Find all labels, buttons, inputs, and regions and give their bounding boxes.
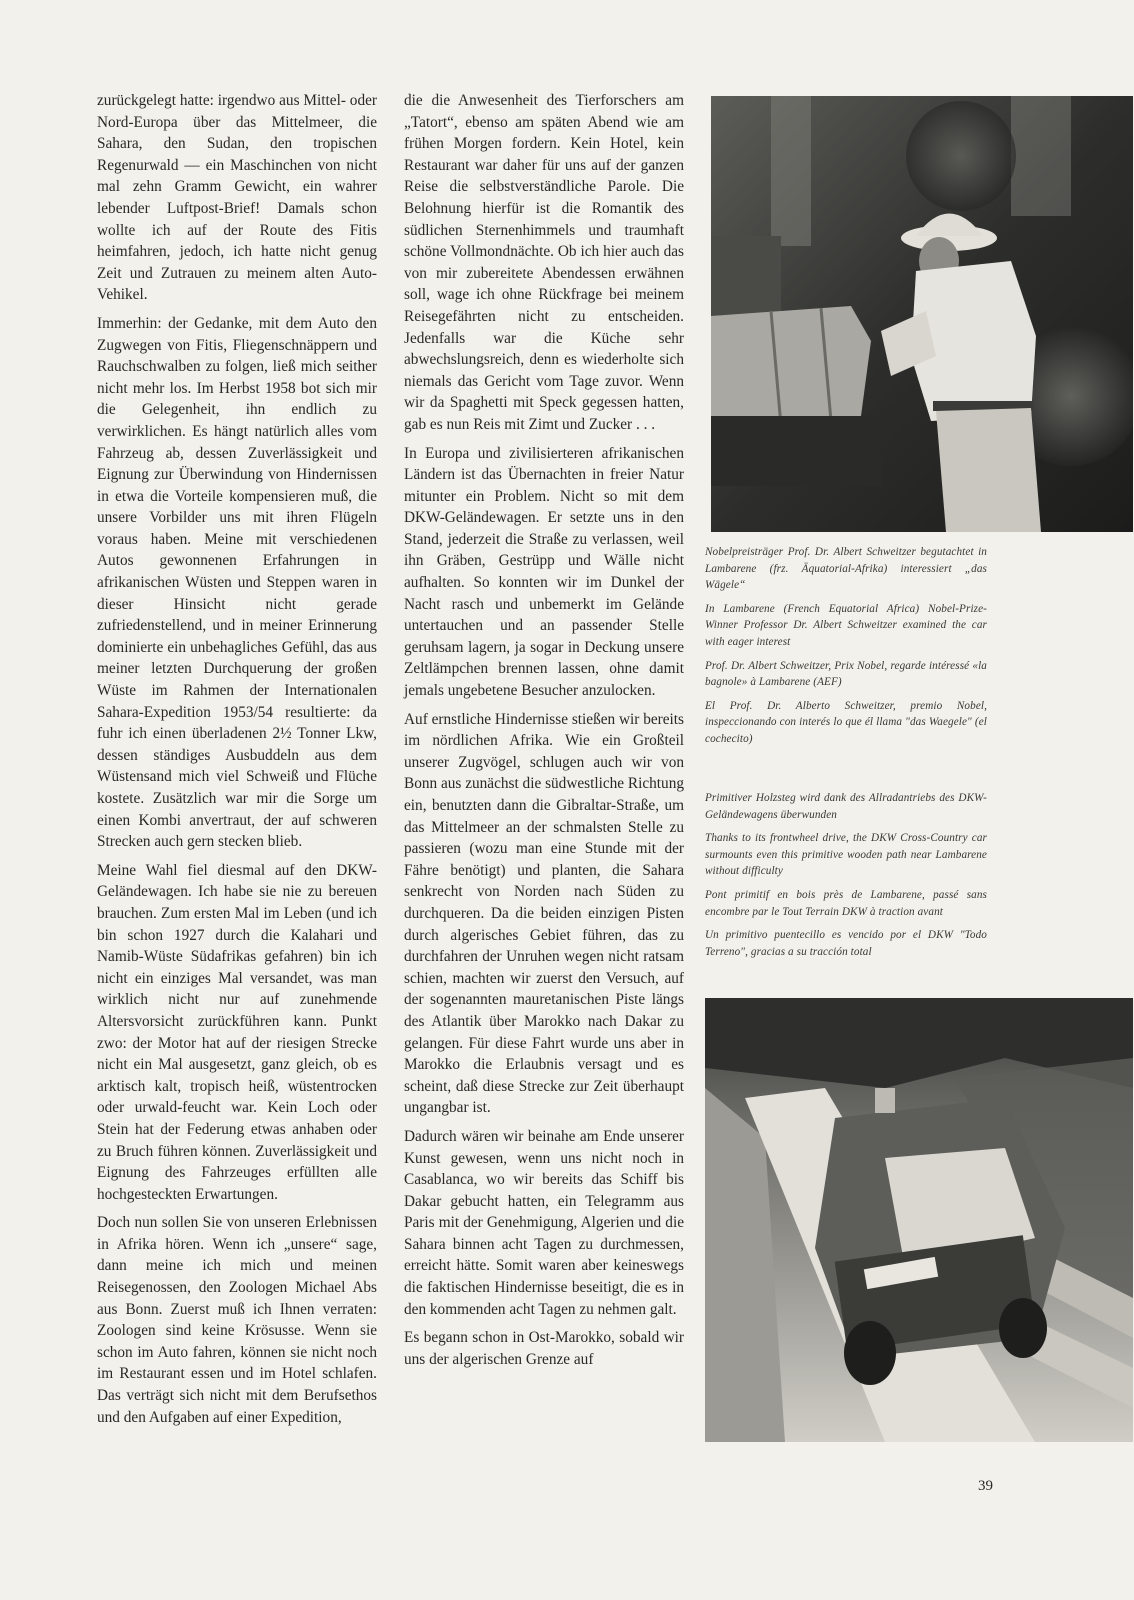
- page-number: 39: [978, 1478, 993, 1494]
- paragraph: Meine Wahl fiel diesmal auf den DKW-Geländewagen. Ich habe sie nie zu bereuen brauchen. Zum ersten Mal im Leben (und ich bin schon 1927 durch die Kalahari und Namib-Wüste Südafrikas gefahren) bin ich nicht ein einziges Mal versandet, was man wirklich nicht nur auf zunehmende Altersvorsicht zurückführen kann. Punkt zwo: der Motor hat auf der riesigen Strecke nicht ein Mal ausgesetzt, ganz gleich, ob es arktisch kalt, tropisch heiß, wüstentrocken oder urwald-feucht war. Kein Loch oder Stein hat der Federung etwas anhaben oder zu Bruch führen können. Zuverlässigkeit und Eignung des Fahrzeuges erfüllten alle hochgesteckten Erwartungen.: [97, 861, 377, 1203]
- paragraph: Doch nun sollen Sie von unseren Erlebnissen in Afrika hören. Wenn ich „unsere“ sage, dann meine ich mich und meinen Reisegenossen, den Zoologen Michael Abs aus Bonn. Zuerst muß ich Ihnen verraten: Zoologen sind keine Krösusse. Wenn sie schon im Auto fahren, können sie nicht noch im Restaurant essen und im Hotel schlafen. Das verträgt sich nicht mit dem Berufsethos und den Aufgaben auf einer Expedition,: [97, 1214, 377, 1426]
- photo-dkw-wooden-path: [705, 998, 1133, 1442]
- caption-english: Thanks to its frontwheel drive, the DKW Cross-Country car surmounts even this primitive wooden path near Lambarene without difficulty: [705, 832, 987, 878]
- paragraph: Immerhin: der Gedanke, mit dem Auto den Zugwegen von Fitis, Fliegenschnäppern und Rauchschwalben zu folgen, ließ mich seither nicht mehr los. Im Herbst 1958 bot sich mir die Gelegenheit, ihn endlich zu verwirklichen. Es hängt natürlich alles vom Fahrzeug ab, dessen Zuverlässigkeit und Eignung zur Überwindung von Hindernissen in etwa die Vorteile kompensieren muß, die unsere Vorbilder uns mit ihren Flügeln voraus haben. Meine mit verschiedenen Autos gewonnenen Erfahrungen in afrikanischen Wüsten und Steppen waren in dieser Hinsicht nicht gerade zufriedenstellend, und in meiner Erinnerung dominierte ein unbehagliches Gefühl, das aus meiner letzten Durchquerung der großen Wüste im Rahmen der Internationalen Sahara-Expedition 1953/54 resultierte: da fuhr ich einen überladenen 2½ Tonner Lkw, dessen ständiges Ausbuddeln aus dem Wüstensand mich viel Schweiß und Flüche kostete. Zusätzlich war mir die Sorge um einen Kombi anvertraut, der auf schweren Strecken auch gern stecken blieb.: [97, 314, 377, 851]
- caption-french: Prof. Dr. Albert Schweitzer, Prix Nobel, regarde intéressé «la bagnole» à Lambarene (AEF): [705, 659, 987, 689]
- text-column-2: [404, 90, 684, 1377]
- photo-caption-2: [705, 790, 987, 967]
- paragraph: Auf ernstliche Hindernisse stießen wir bereits im nördlichen Afrika. Wie ein Großteil unserer Zugvögel, schlugen auch wir von Bonn aus zunächst die südwestliche Richtung ein, benutzten dann die Gibraltar-Straße, um das Mittelmeer an der schmalsten Stelle zu passieren (wozu man eine Stunde mit der Fähre benötigt) und planten, die Sahara senkrecht von Norden nach Süden zu durchqueren. Da die beiden einzigen Pisten durch algerisches Gebiet führen, das zu durchfahren der Unruhen wegen nicht ratsam schien, machten wir zuerst den Versuch, auf der sogenannten mauretanischen Piste längs des Atlantik über Marokko nach Dakar zu gelangen. Für diese Fahrt wurde uns aber in Marokko die Erlaubnis versagt und es scheint, daß diese Strecke zur Zeit überhaupt ungangbar ist.: [404, 710, 684, 1117]
- paragraph: zurückgelegt hatte: irgendwo aus Mittel- oder Nord-Europa über das Mittelmeer, die Sahara, den Sudan, den tropischen Regenurwald — ein Maschinchen von nicht mal zehn Gramm Gewicht, ein wahrer lebender Luftpost-Brief! Damals schon wollte ich auf der Route des Fitis heimfahren, jedoch, ich hatte nicht genug Zeit und Zutrauen zu meinem alten Auto-Vehikel.: [97, 92, 377, 304]
- photo-dkw-illustration: [705, 998, 1133, 1442]
- caption-spanish: Un primitivo puentecillo es vencido por el DKW "Todo Terreno", gracias a su tracción total: [705, 929, 987, 958]
- paragraph: Dadurch wären wir beinahe am Ende unserer Kunst gewesen, wenn uns nicht noch in Casablanca, wo wir bereits das Schiff bis Dakar gebucht hatten, ein Telegramm aus Paris mit der Genehmigung, Algerien und die Sahara binnen acht Tagen zu durchmessen, erreicht hätte. Somit waren aber keineswegs die faktischen Hindernisse beseitigt, die es in den kommenden acht Tagen zu nehmen galt.: [404, 1127, 684, 1318]
- caption-french: Pont primitif en bois près de Lambarene, passé sans encombre par le Tout Terrain DKW à traction avant: [705, 888, 987, 918]
- paragraph: Es begann schon in Ost-Marokko, sobald wir uns der algerischen Grenze auf: [404, 1329, 684, 1368]
- photo-schweitzer-illustration: [711, 96, 1133, 532]
- paragraph: die die Anwesenheit des Tierforschers am „Tatort“, ebenso am späten Abend wie am frühen Morgen fordern. Kein Hotel, kein Restaurant war daher für uns auf der ganzen Reise die selbstverständliche Parole. Die Belohnung hierfür ist die Romantik des südlichen Sternenhimmels und traumhaft schöne Vollmondnächte. Ob ich hier auch das von mir zubereitete Abendessen erwähnen soll, wage ich ohne Rückfrage bei meinem Reisegefährten nicht zu entscheiden. Jedenfalls war die Küche sehr abwechslungsreich, denn es wiederholte sich niemals das Gericht vom Tage zuvor. Wenn wir da Spaghetti mit Speck gegessen hatten, gab es nun Reis mit Zimt und Zucker . . .: [404, 92, 684, 433]
- paragraph: In Europa und zivilisierteren afrikanischen Ländern ist das Übernachten in freier Natur mitunter ein Problem. Nicht so mit dem DKW-Geländewagen. Er setzte uns in den Stand, jederzeit die Straße zu verlassen, weil ihn Gräben, Gestrüpp und Wälle nicht aufhalten. So konnten wir im Dunkel der Nacht rasch und unbemerkt im Gelände untertauchen und an passender Stelle geruhsam lagern, ja sogar in Deckung unsere Zeltlämpchen brennen lassen, ohne damit jemals ungebetene Besucher anzulocken.: [404, 444, 684, 700]
- caption-german: Primitiver Holzsteg wird dank des Allradantriebs des DKW-Geländewagens überwunden: [705, 792, 987, 821]
- photo-caption-1: [705, 544, 987, 755]
- caption-german: Nobelpreisträger Prof. Dr. Albert Schweitzer begutachtet in Lambarene (frz. Äquatorial-Afrika) interessiert „das Wägele“: [705, 546, 987, 592]
- caption-spanish: El Prof. Dr. Alberto Schweitzer, premio Nobel, inspeccionando con interés lo que él llama "das Waegele" (el cochecito): [705, 699, 987, 745]
- photo-schweitzer-inspecting-car: [711, 96, 1133, 532]
- text-column-1: [97, 90, 377, 1435]
- caption-english: In Lambarene (French Equatorial Africa) Nobel-Prize-Winner Professor Dr. Albert Schweitzer examined the car with eager interest: [705, 602, 987, 648]
